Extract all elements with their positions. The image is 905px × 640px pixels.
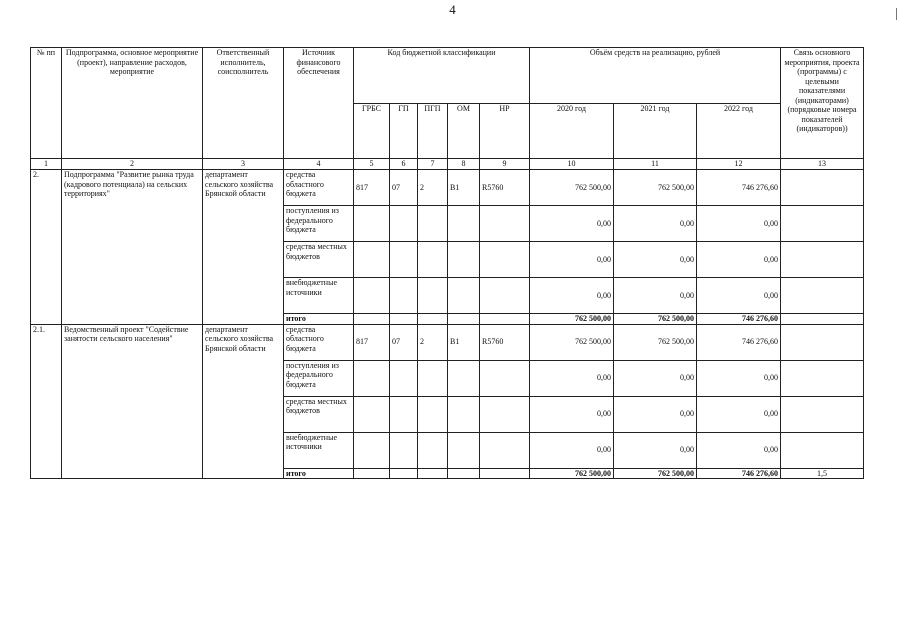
column-number: 6: [390, 159, 418, 170]
total-label: итого: [284, 314, 354, 325]
indicator-link-cell: [781, 242, 864, 278]
empty-code-cell: [480, 314, 530, 325]
code-grbs: [354, 278, 390, 314]
total-label: итого: [284, 468, 354, 479]
empty-code-cell: [354, 314, 390, 325]
code-nr: [480, 278, 530, 314]
code-gp: [390, 432, 418, 468]
empty-code-cell: [418, 314, 448, 325]
code-nr: [480, 242, 530, 278]
funding-source: средства местных бюджетов: [284, 242, 354, 278]
code-nr: [480, 206, 530, 242]
code-grbs: [354, 396, 390, 432]
section-executor: департамент сельского хозяйства Брянской области: [203, 170, 284, 325]
code-nr: [480, 432, 530, 468]
header-row-1: [31, 48, 864, 104]
column-number: 13: [781, 159, 864, 170]
amount-y2022: 746 276,60: [697, 170, 781, 206]
total-indicator-link: 1,5: [781, 468, 864, 479]
header-year-2021: 2021 год: [614, 103, 697, 159]
column-number: 8: [448, 159, 480, 170]
column-number: 4: [284, 159, 354, 170]
header-volume-group: Объём средств на реализацию, рублей: [530, 48, 781, 104]
column-number: 3: [203, 159, 284, 170]
code-om: [448, 396, 480, 432]
amount-y2022: 746 276,60: [697, 324, 781, 360]
amount-y2021: 0,00: [614, 360, 697, 396]
code-om: [448, 432, 480, 468]
header-program: Подпрограмма, основное мероприятие (проект), направление расходов, мероприятие: [62, 48, 203, 159]
code-gp: [390, 278, 418, 314]
section-name: Ведомственный проект "Содействие занятости сельского населения": [62, 324, 203, 479]
empty-code-cell: [354, 468, 390, 479]
code-grbs: 817: [354, 324, 390, 360]
amount-y2020: 0,00: [530, 432, 614, 468]
amount-y2020: 0,00: [530, 396, 614, 432]
code-om: [448, 206, 480, 242]
column-number: 12: [697, 159, 781, 170]
funding-source: внебюджетные источники: [284, 278, 354, 314]
column-number: 7: [418, 159, 448, 170]
code-grbs: 817: [354, 170, 390, 206]
indicator-link-cell: [781, 170, 864, 206]
funding-source: средства местных бюджетов: [284, 396, 354, 432]
amount-y2022: 0,00: [697, 242, 781, 278]
amount-y2021: 762 500,00: [614, 324, 697, 360]
section-executor: департамент сельского хозяйства Брянской области: [203, 324, 284, 479]
column-number-row: [31, 159, 864, 170]
amount-y2021: 0,00: [614, 396, 697, 432]
code-gp: 07: [390, 324, 418, 360]
section-number: 2.: [31, 170, 62, 325]
code-gp: [390, 206, 418, 242]
amount-y2021: 0,00: [614, 206, 697, 242]
code-nr: R5760: [480, 324, 530, 360]
column-number: 1: [31, 159, 62, 170]
code-pgp: [418, 396, 448, 432]
code-grbs: [354, 206, 390, 242]
amount-y2022: 0,00: [697, 432, 781, 468]
code-pgp: [418, 360, 448, 396]
empty-code-cell: [418, 468, 448, 479]
empty-code-cell: [448, 468, 480, 479]
header-code-nr: НР: [480, 103, 530, 159]
code-pgp: 2: [418, 170, 448, 206]
amount-y2021: 0,00: [614, 432, 697, 468]
code-grbs: [354, 432, 390, 468]
code-om: [448, 242, 480, 278]
header-budget-code-group: Код бюджетной классификации: [354, 48, 530, 104]
total-y2020: 762 500,00: [530, 468, 614, 479]
table-row: [31, 170, 864, 206]
code-om: [448, 278, 480, 314]
column-number: 9: [480, 159, 530, 170]
code-gp: 07: [390, 170, 418, 206]
code-grbs: [354, 360, 390, 396]
funding-source: поступления из федерального бюджета: [284, 206, 354, 242]
code-pgp: 2: [418, 324, 448, 360]
header-no: № пп: [31, 48, 62, 159]
amount-y2021: 762 500,00: [614, 170, 697, 206]
header-code-pgp: ПГП: [418, 103, 448, 159]
code-om: [448, 360, 480, 396]
amount-y2020: 0,00: [530, 206, 614, 242]
total-y2022: 746 276,60: [697, 468, 781, 479]
amount-y2021: 0,00: [614, 278, 697, 314]
column-number: 10: [530, 159, 614, 170]
column-number: 2: [62, 159, 203, 170]
amount-y2020: 0,00: [530, 242, 614, 278]
funding-source: внебюджетные источники: [284, 432, 354, 468]
indicator-link-cell: [781, 432, 864, 468]
header-indicator-link: Связь основного мероприятия, проекта (программы) с целевыми показателями (индикаторами) (порядковые номера показателей (индикаторов)): [781, 48, 864, 159]
indicator-link-cell: [781, 396, 864, 432]
table-row: [31, 324, 864, 360]
amount-y2020: 0,00: [530, 278, 614, 314]
section-number: 2.1.: [31, 324, 62, 479]
header-code-om: ОМ: [448, 103, 480, 159]
indicator-link-cell: [781, 360, 864, 396]
code-nr: [480, 396, 530, 432]
code-pgp: [418, 278, 448, 314]
funding-source: средства областного бюджета: [284, 324, 354, 360]
empty-code-cell: [448, 314, 480, 325]
empty-code-cell: [390, 468, 418, 479]
code-nr: R5760: [480, 170, 530, 206]
section-name: Подпрограмма "Развитие рынка труда (кадрового потенциала) на сельских территориях": [62, 170, 203, 325]
code-grbs: [354, 242, 390, 278]
code-pgp: [418, 242, 448, 278]
indicator-link-cell: [781, 278, 864, 314]
amount-y2020: 762 500,00: [530, 170, 614, 206]
funding-source: поступления из федерального бюджета: [284, 360, 354, 396]
indicator-link-cell: [781, 206, 864, 242]
code-gp: [390, 360, 418, 396]
empty-code-cell: [390, 314, 418, 325]
column-number: 5: [354, 159, 390, 170]
page-number: 4: [449, 2, 456, 17]
amount-y2022: 0,00: [697, 360, 781, 396]
code-gp: [390, 396, 418, 432]
header-year-2020: 2020 год: [530, 103, 614, 159]
amount-y2021: 0,00: [614, 242, 697, 278]
total-y2021: 762 500,00: [614, 314, 697, 325]
amount-y2020: 762 500,00: [530, 324, 614, 360]
code-om: В1: [448, 324, 480, 360]
total-y2022: 746 276,60: [697, 314, 781, 325]
header-code-gp: ГП: [390, 103, 418, 159]
code-nr: [480, 360, 530, 396]
amount-y2022: 0,00: [697, 278, 781, 314]
header-year-2022: 2022 год: [697, 103, 781, 159]
total-indicator-link: [781, 314, 864, 325]
header-code-grbs: ГРБС: [354, 103, 390, 159]
header-source: Источник финансового обеспечения: [284, 48, 354, 159]
code-om: В1: [448, 170, 480, 206]
empty-code-cell: [480, 468, 530, 479]
total-y2021: 762 500,00: [614, 468, 697, 479]
code-gp: [390, 242, 418, 278]
total-y2020: 762 500,00: [530, 314, 614, 325]
scan-edge-mark: [896, 8, 897, 20]
funding-source: средства областного бюджета: [284, 170, 354, 206]
header-executor: Ответственный исполнитель, соисполнитель: [203, 48, 284, 159]
indicator-link-cell: [781, 324, 864, 360]
column-number: 11: [614, 159, 697, 170]
amount-y2022: 0,00: [697, 206, 781, 242]
code-pgp: [418, 432, 448, 468]
amount-y2020: 0,00: [530, 360, 614, 396]
budget-table: [30, 47, 864, 479]
code-pgp: [418, 206, 448, 242]
amount-y2022: 0,00: [697, 396, 781, 432]
